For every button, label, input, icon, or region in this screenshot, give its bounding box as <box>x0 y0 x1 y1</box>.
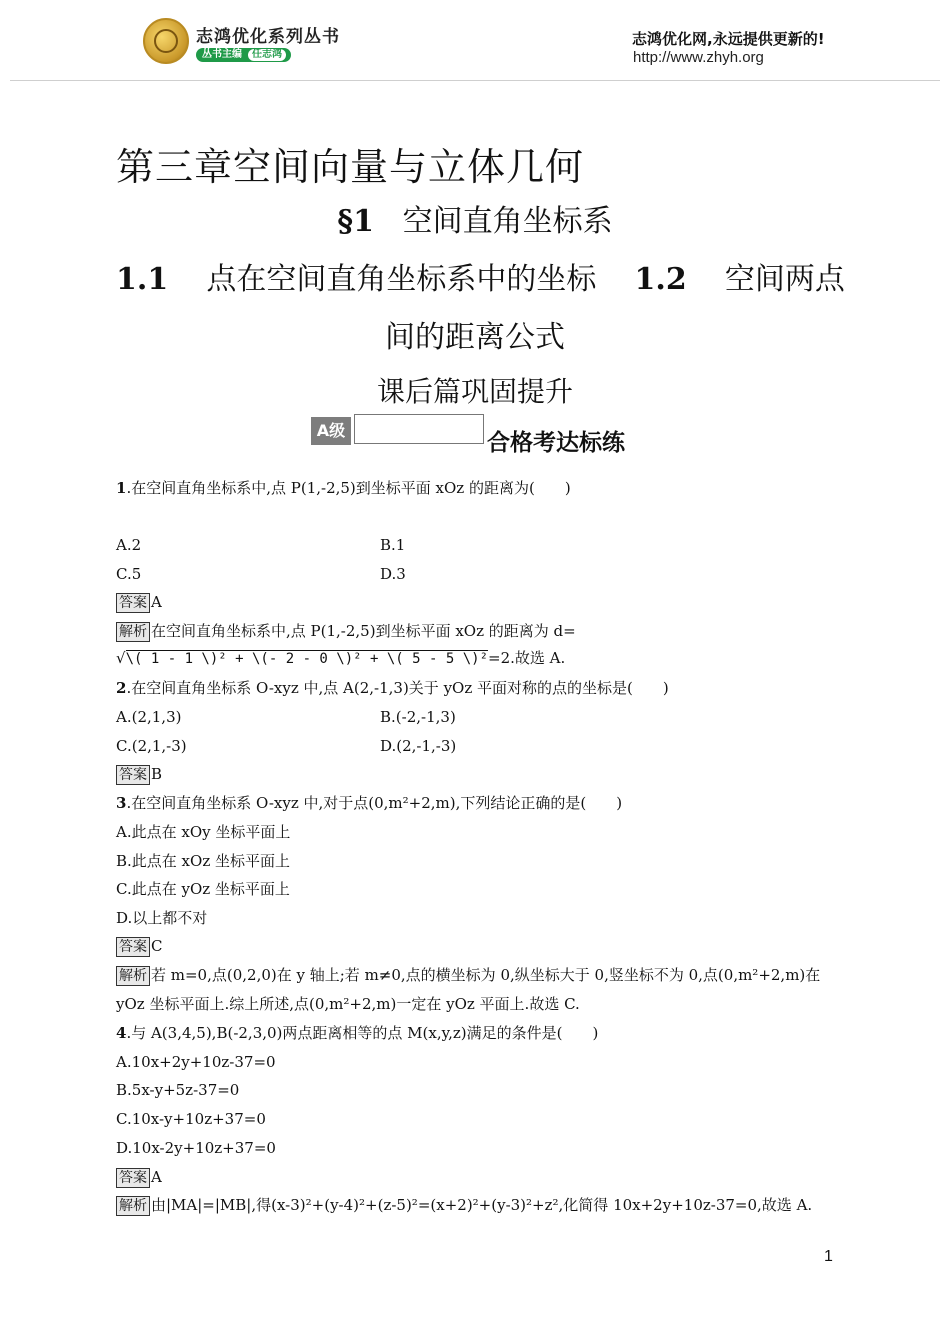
question-number: 2 <box>116 679 127 697</box>
page-header <box>0 0 950 80</box>
option-d: D.3 <box>380 565 406 583</box>
q3-option-d: D.以上都不对 <box>116 909 208 927</box>
practice-title: 课后篇巩固提升 <box>376 375 573 408</box>
q3-option-b: B.此点在 xOz 坐标平面上 <box>116 852 290 870</box>
question-1-stem <box>116 478 571 498</box>
q3-option-c: C.此点在 yOz 坐标平面上 <box>116 880 290 898</box>
answer-tag: 答案 <box>116 765 150 785</box>
analysis-text: 若 m=0,点(0,2,0)在 y 轴上;若 m≠0,点的横坐标为 0,纵坐标大于 0,竖坐标不为 0,点(0,m²+2,m)在 <box>151 966 821 984</box>
q1-analysis-formula <box>116 648 565 669</box>
analysis-tag: 解析 <box>116 1196 150 1216</box>
editor-label: 丛书主编 <box>202 49 242 60</box>
option-b: B.(-2,-1,3) <box>380 708 456 726</box>
section-name: 空间直角坐标系 <box>402 204 613 239</box>
subsection-a-name: 点在空间直角坐标系中的坐标 <box>206 262 597 297</box>
answer-value: A <box>151 1168 162 1186</box>
level-badge: A级 <box>311 417 351 445</box>
q1-answer <box>116 592 162 613</box>
subsection-title <box>116 254 845 298</box>
sqrt-icon: √ <box>116 649 126 667</box>
q4-analysis <box>116 1195 812 1216</box>
question-4-stem <box>116 1023 598 1043</box>
header-url[interactable]: http://www.zhyh.org <box>633 49 764 66</box>
editor-badge <box>196 48 291 62</box>
q3-option-a: A.此点在 xOy 坐标平面上 <box>116 823 291 841</box>
answer-value: C <box>151 937 163 955</box>
q1-option-row-2 <box>116 564 406 584</box>
q2-option-row-1 <box>116 707 456 727</box>
option-b: B.1 <box>380 536 406 554</box>
answer-tag: 答案 <box>116 593 150 613</box>
q4-answer <box>116 1167 162 1188</box>
editor-name: 任志鸿 <box>248 49 286 61</box>
question-number: 4 <box>116 1024 127 1042</box>
level-text: 合格考达标练 <box>487 430 625 456</box>
question-number: 3 <box>116 794 127 812</box>
option-c: C.5 <box>116 565 142 583</box>
answer-tag: 答案 <box>116 937 150 957</box>
question-number: 1 <box>116 479 127 497</box>
header-divider <box>10 80 940 81</box>
analysis-text: 在空间直角坐标系中,点 P(1,-2,5)到坐标平面 xOz 的距离为 d= <box>151 622 576 640</box>
q3-analysis <box>116 965 820 986</box>
q3-answer <box>116 936 162 957</box>
q4-option-b: B.5x-y+5z-37=0 <box>116 1081 240 1099</box>
question-2-stem <box>116 678 669 698</box>
question-text: .在空间直角坐标系中,点 P(1,-2,5)到坐标平面 xOz 的距离为( ) <box>126 479 571 497</box>
level-box <box>354 414 484 444</box>
section-title <box>0 196 950 240</box>
option-d: D.(2,-1,-3) <box>380 737 457 755</box>
q4-option-a: A.10x+2y+10z-37=0 <box>116 1053 276 1071</box>
header-slogan: 志鸿优化网,永远提供更新的! <box>632 30 825 48</box>
question-text: .在空间直角坐标系 O-xyz 中,点 A(2,-1,3)关于 yOz 平面对称的点的坐标是( ) <box>126 679 669 697</box>
question-3-stem <box>116 793 622 813</box>
series-title: 志鸿优化系列丛书 <box>196 27 340 47</box>
answer-tag: 答案 <box>116 1168 150 1188</box>
subsection-b-name: 空间两点 <box>724 262 845 297</box>
question-text: .在空间直角坐标系 O-xyz 中,对于点(0,m²+2,m),下列结论正确的是( ) <box>126 794 623 812</box>
page-number: 1 <box>824 1248 833 1265</box>
q1-analysis <box>116 621 576 642</box>
subsection-title-cont: 间的距离公式 <box>385 320 565 355</box>
publisher-logo-icon <box>143 18 189 64</box>
q4-option-d: D.10x-2y+10z+37=0 <box>116 1139 276 1157</box>
section-number: §1 <box>337 204 374 239</box>
q2-answer <box>116 764 162 785</box>
option-a: A.(2,1,3) <box>116 708 182 726</box>
q3-analysis-line2: yOz 坐标平面上.综上所述,点(0,m²+2,m)一定在 yOz 平面上.故选 C. <box>116 995 580 1013</box>
radicand: \( 1 - 1 \)² + \(- 2 - 0 \)² + \( 5 - 5 \)² <box>125 651 488 667</box>
analysis-tag: 解析 <box>116 622 150 642</box>
subsection-a-number: 1.1 <box>116 262 169 297</box>
q2-option-row-2 <box>116 736 457 756</box>
subsection-b-number: 1.2 <box>634 262 687 297</box>
q1-option-row-1 <box>116 535 406 555</box>
question-text: .与 A(3,4,5),B(-2,3,0)两点距离相等的点 M(x,y,z)满足的条件是( ) <box>126 1024 599 1042</box>
analysis-tag: 解析 <box>116 966 150 986</box>
chapter-title: 第三章空间向量与立体几何 <box>116 145 585 189</box>
answer-value: A <box>151 593 162 611</box>
analysis-text: =2.故选 A. <box>488 649 566 667</box>
analysis-text: 由|MA|=|MB|,得(x-3)²+(y-4)²+(z-5)²=(x+2)²+(y-3)²+z²,化简得 10x+2y+10z-37=0,故选 A. <box>151 1196 813 1214</box>
q4-option-c: C.10x-y+10z+37=0 <box>116 1110 266 1128</box>
option-c: C.(2,1,-3) <box>116 737 187 755</box>
option-a: A.2 <box>116 536 142 554</box>
answer-value: B <box>151 765 163 783</box>
